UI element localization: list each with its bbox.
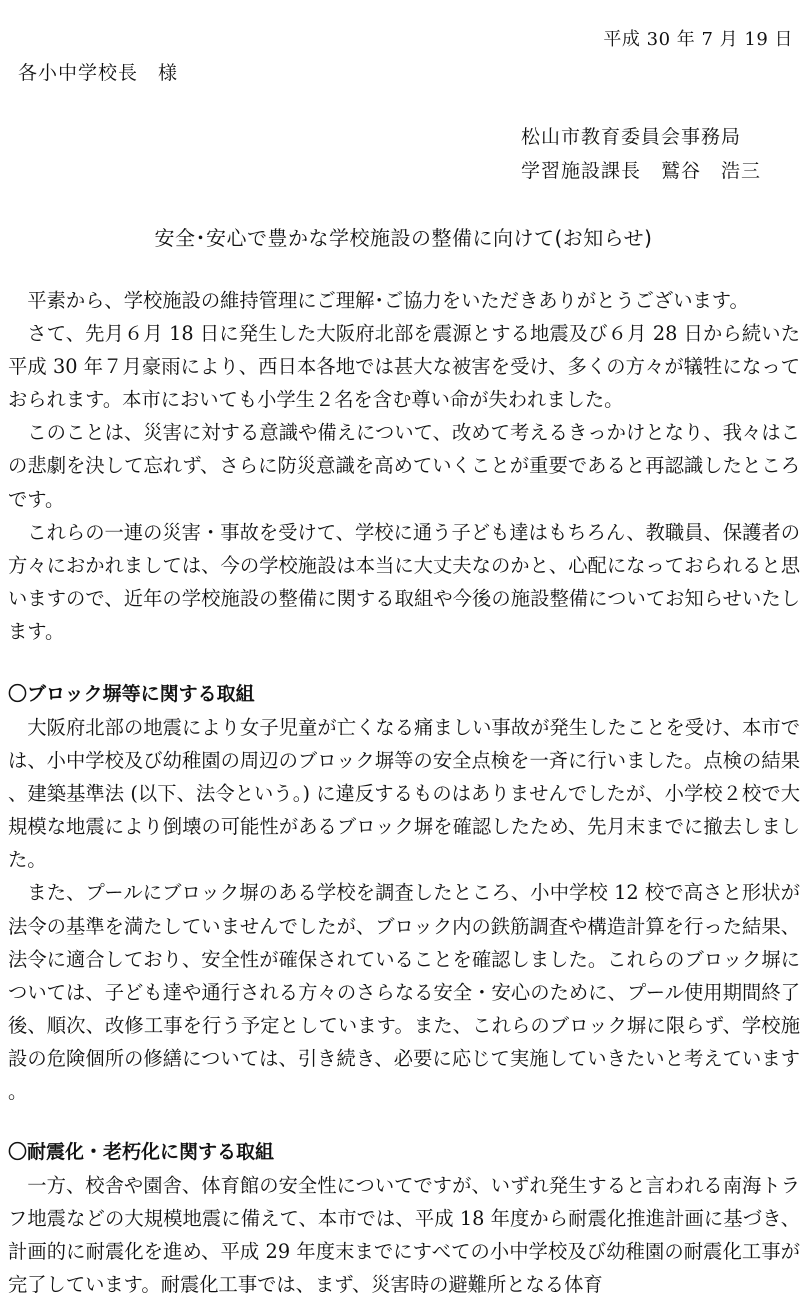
- intro-paragraph: 平素から、学校施設の維持管理にご理解･ご協力をいただきありがとうございます。: [27, 289, 749, 312]
- sender-block: [521, 120, 761, 188]
- intro-paragraph: これらの一連の災害・事故を受けて、学校に通う子ども達はもちろん、教職員、保護者の方々におかれましては、今の学校施設は本当に大丈夫なのかと、心配になっておられると思いますので、近年の学校施設の整備に関する取組や今後の施設整備についてお知らせいたします。: [8, 520, 800, 643]
- section-paragraph: 一方、校舎や園舎、体育館の安全性についてですが、いずれ発生すると言われる南海トラフ地震などの大規模地震に備えて、本市では、平成 18 年度から耐震化推進計画に基づき、計画的に耐震化を進め、平成 29 年度末までにすべての小中学校及び幼稚園の耐震化工事が完了しています。耐震化工事では、まず、災害時の避難所となる体育: [8, 1174, 800, 1297]
- document-date: 平成 30 年 7 月 19 日: [603, 29, 793, 50]
- section-block-wall: [8, 678, 800, 1108]
- section-seismic: [8, 1136, 800, 1301]
- intro-paragraph: さて、先月６月 18 日に発生した大阪府北部を震源とする地震及び６月 28 日から続いた平成 30 年７月豪雨により、西日本各地では甚大な被害を受け、多くの方々が犠牲になっておられます。本市においても小学生２名を含む尊い命が失われました。: [8, 322, 800, 412]
- section-heading: 〇耐震化・老朽化に関する取組: [8, 1141, 275, 1163]
- intro-paragraph: このことは、災害に対する意識や備えについて、改めて考えるきっかけとなり、我々はこの悲劇を決して忘れず、さらに防災意識を高めていくことが重要であると再認識したところです。: [8, 421, 800, 511]
- sender-organization: 松山市教育委員会事務局: [521, 126, 742, 148]
- section-paragraph: 大阪府北部の地震により女子児童が亡くなる痛ましい事故が発生したことを受け、本市では、小中学校及び幼稚園の周辺のブロック塀等の安全点検を一斉に行いました。点検の結果、建築基準法 (以下、法令という。) に違反するものはありませんでしたが、小学校２校で大規模な地震により倒壊の可能性があるブロック塀を確認したため、先月末までに撤去しました。: [8, 716, 800, 872]
- recipient-line: 各小中学校長 様: [18, 62, 179, 84]
- sender-person: 学習施設課長 鷲谷 浩三: [521, 160, 762, 182]
- section-heading: 〇ブロック塀等に関する取組: [8, 683, 255, 705]
- document-title: 安全･安心で豊かな学校施設の整備に向けて(お知らせ): [154, 226, 653, 250]
- intro-body: [8, 284, 800, 648]
- section-paragraph: また、プールにブロック塀のある学校を調査したところ、小中学校 12 校で高さと形状が法令の基準を満たしていませんでしたが、ブロック内の鉄筋調査や構造計算を行った結果、法令に適合しており、安全性が確保されていることを確認しました。これらのブロック塀については、子ども達や通行される方々のさらなる安全・安心のために、プール使用期間終了後、順次、改修工事を行う予定としています。また、これらのブロック塀に限らず、学校施設の危険個所の修繕については、引き続き、必要に応じて実施していきたいと考えています。: [8, 881, 800, 1104]
